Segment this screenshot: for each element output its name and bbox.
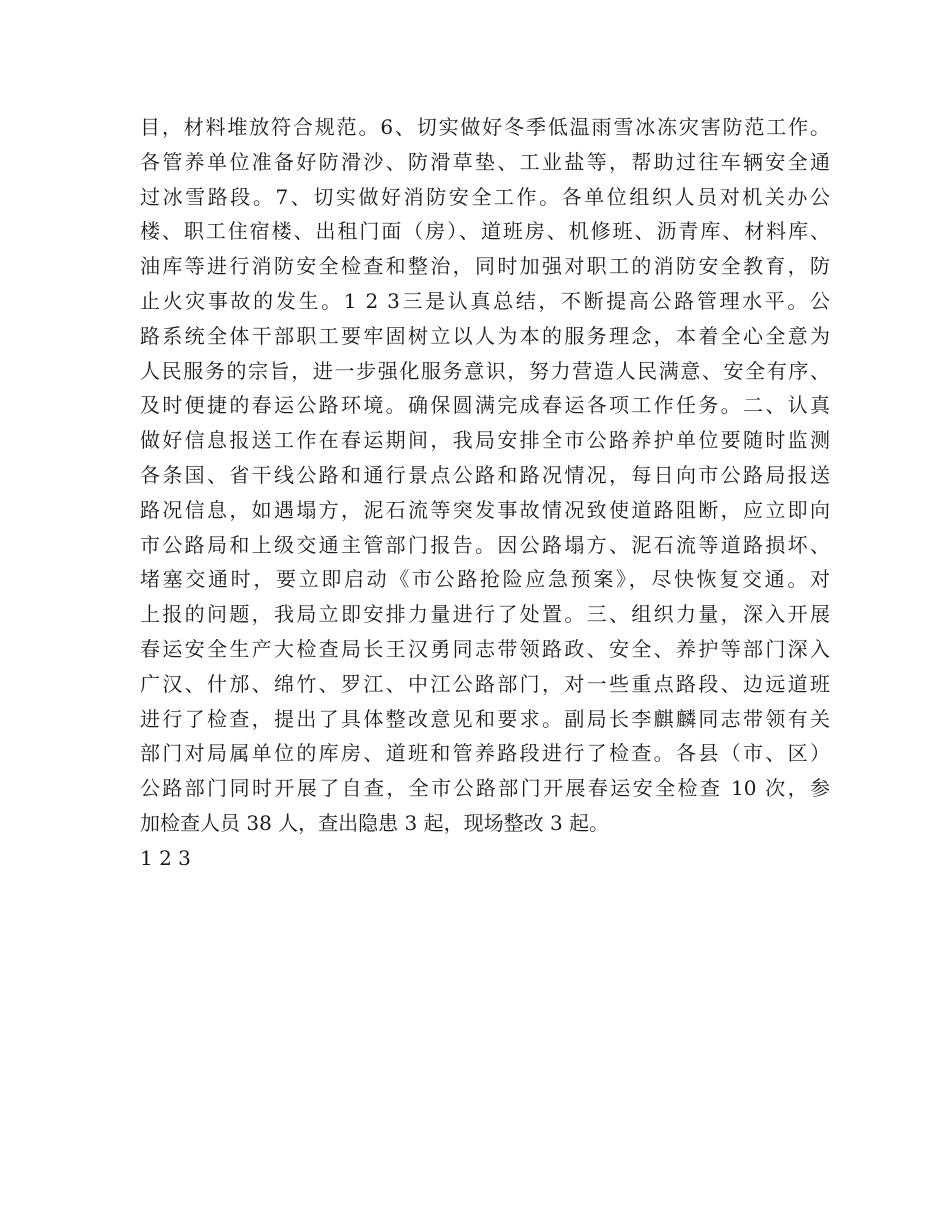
text-line: 部门对局属单位的库房、道班和管养路段进行了检查。各县（市、区） — [140, 741, 830, 766]
text-line: 止火灾事故的发生。1 2 3三是认真总结，不断提高公路管理水平。公 — [140, 288, 830, 313]
text-line: 进行了检查，提出了具体整改意见和要求。副局长李麒麟同志带领有关 — [140, 706, 830, 731]
text-line: 市公路局和上级交通主管部门报告。因公路塌方、泥石流等道路损坏、 — [140, 532, 830, 557]
text-line: 过冰雪路段。7、切实做好消防安全工作。各单位组织人员对机关办公 — [140, 184, 830, 209]
text-line: 广汉、什邡、绵竹、罗江、中江公路部门，对一些重点路段、边远道班 — [140, 671, 830, 696]
text-line: 春运安全生产大检查局长王汉勇同志带领路政、安全、养护等部门深入 — [140, 636, 830, 661]
text-line: 加检查人员 38 人，查出隐患 3 起，现场整改 3 起。 — [140, 810, 610, 835]
text-line: 及时便捷的春运公路环境。确保圆满完成春运各项工作任务。二、认真 — [140, 393, 830, 418]
text-line: 人民服务的宗旨，进一步强化服务意识，努力营造人民满意、安全有序、 — [140, 358, 830, 383]
text-line: 上报的问题，我局立即安排力量进行了处置。三、组织力量，深入开展 — [140, 602, 830, 627]
text-line: 路系统全体干部职工要牢固树立以人为本的服务理念，本着全心全意为 — [140, 323, 830, 348]
text-line: 各条国、省干线公路和通行景点公路和路况情况，每日向市公路局报送 — [140, 462, 830, 487]
text-line: 公路部门同时开展了自查，全市公路部门开展春运安全检查 10 次，参 — [140, 776, 830, 801]
text-line: 油库等进行消防安全检查和整治，同时加强对职工的消防安全教育，防 — [140, 254, 830, 279]
text-line: 目，材料堆放符合规范。6、切实做好冬季低温雨雪冰冻灾害防范工作。 — [140, 115, 830, 139]
text-line: 各管养单位准备好防滑沙、防滑草垫、工业盐等，帮助过往车辆安全通 — [140, 149, 830, 174]
page-number-marker: 1 2 3 — [140, 845, 191, 870]
text-line: 做好信息报送工作在春运期间，我局安排全市公路养护单位要随时监测 — [140, 428, 830, 453]
text-line: 堵塞交通时，要立即启动《市公路抢险应急预案》，尽快恢复交通。对 — [140, 567, 830, 592]
text-line: 路况信息，如遇塌方，泥石流等突发事故情况致使道路阻断，应立即向 — [140, 497, 830, 522]
text-line: 楼、职工住宿楼、出租门面（房）、道班房、机修班、沥青库、材料库、 — [140, 219, 830, 244]
body-text — [140, 110, 830, 876]
